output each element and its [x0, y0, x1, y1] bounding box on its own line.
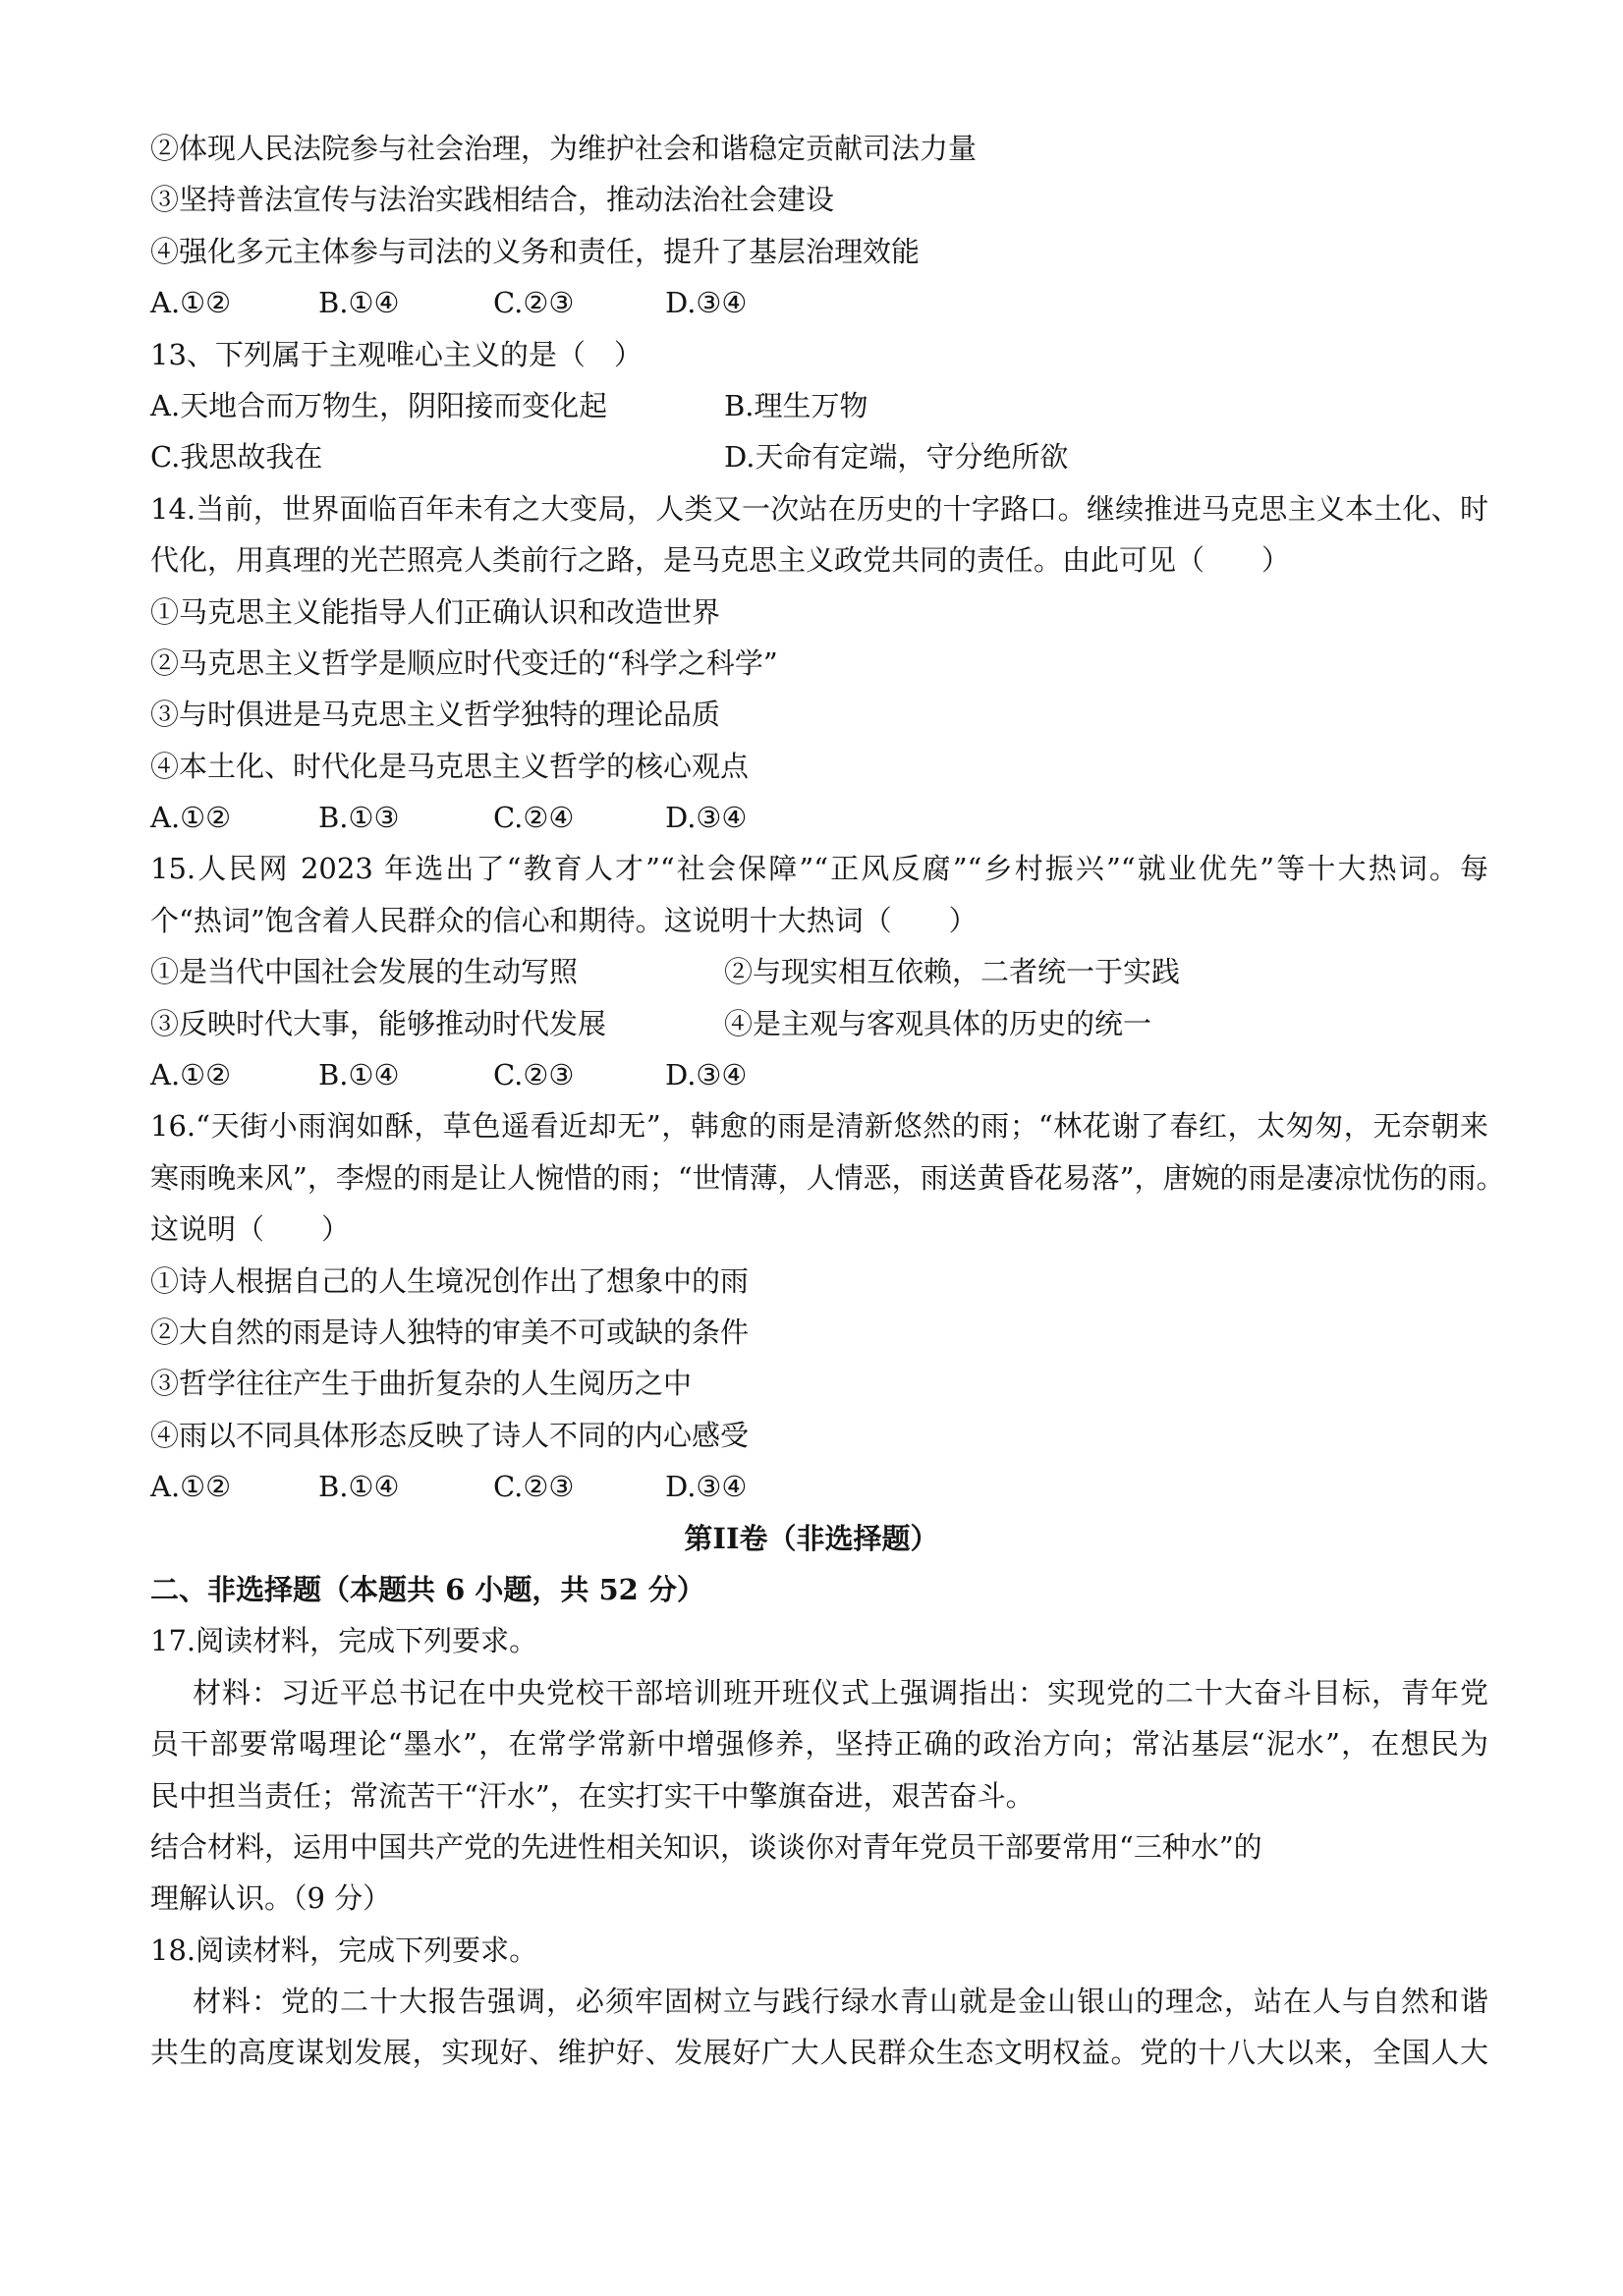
q13-option-a: A.天地合而万物生，阴阳接而变化起	[150, 388, 608, 422]
q12-statement-4: ④强化多元主体参与司法的义务和责任，提升了基层治理效能	[150, 234, 921, 268]
q14-option-a: A.①②	[150, 801, 232, 835]
q17-task-line-2: 理解认识。（9 分）	[150, 1881, 392, 1916]
q12-option-a: A.①②	[150, 286, 232, 320]
q14-stem-line-1: 14.当前，世界面临百年未有之大变局，人类又一次站在历史的十字路口。继续推进马克思主义本土化、时	[150, 491, 1488, 526]
q13-option-c: C.我思故我在	[150, 440, 323, 475]
q14-option-b: B.①③	[318, 801, 400, 835]
q17-task-line-1: 结合材料，运用中国共产党的先进性相关知识，谈谈你对青年党员干部要常用“三种水”的	[150, 1829, 1262, 1864]
q13-option-b: B.理生万物	[724, 388, 868, 422]
q13-options-row-2	[150, 431, 1488, 482]
q18-material-line-2: 共生的高度谋划发展，实现好、维护好、发展好广大人民群众生态文明权益。党的十八大以来，全国人大	[150, 2036, 1488, 2070]
q15-stem-line-2: 个“热词”饱含着人民群众的信心和期待。这说明十大热词（ ）	[150, 903, 978, 937]
q14-statement-2: ②马克思主义哲学是顺应时代变迁的“科学之科学”	[150, 645, 778, 680]
exam-page-body	[150, 123, 1505, 2079]
q14-option-d: D.③④	[665, 801, 748, 835]
q16-stem-line-1: 16.“天街小雨润如酥，草色遥看近却无”，韩愈的雨是清新悠然的雨；“林花谢了春红，太匆匆，无奈朝来	[150, 1109, 1488, 1144]
q15-option-a: A.①②	[150, 1058, 232, 1092]
q14-stem-line-2: 代化，用真理的光芒照亮人类前行之路，是马克思主义政党共同的责任。由此可见（ ）	[150, 543, 1291, 578]
q13-stem: 13、下列属于主观唯心主义的是（ ）	[150, 337, 643, 371]
q16-stem-line-3: 这说明（ ）	[150, 1212, 351, 1247]
q17-material-line-3: 民中担当责任；常流苦干“汗水”，在实打实干中擎旗奋进，艰苦奋斗。	[150, 1778, 1035, 1813]
q12-statement-2: ②体现人民法院参与社会治理，为维护社会和谐稳定贡献司法力量	[150, 132, 978, 165]
section-heading: 二、非选择题（本题共 6 小题，共 52 分）	[150, 1572, 705, 1606]
q16-stem-line-2: 寒雨晚来风”，李煜的雨是让人惋惜的雨；“世情薄，人情恶，雨送黄昏花易落”，唐婉的雨是凄凉忧伤的雨。	[150, 1160, 1505, 1195]
q15-statement-2: ②与现实相互依赖，二者统一于实践	[724, 955, 1181, 989]
q14-options	[150, 792, 1488, 843]
part2-title: 第II卷（非选择题）	[684, 1521, 939, 1555]
q12-option-c: C.②③	[493, 286, 575, 320]
q14-option-c: C.②④	[493, 801, 575, 835]
q16-statement-4: ④雨以不同具体形态反映了诗人不同的内心感受	[150, 1418, 750, 1452]
q16-option-d: D.③④	[665, 1470, 748, 1504]
q15-statements-row-2	[150, 998, 1488, 1049]
q12-option-b: B.①④	[318, 286, 400, 320]
q14-statement-1: ①马克思主义能指导人们正确认识和改造世界	[150, 594, 721, 629]
q15-options	[150, 1049, 1488, 1100]
q14-statement-4: ④本土化、时代化是马克思主义哲学的核心观点	[150, 749, 750, 783]
q16-statement-2: ②大自然的雨是诗人独特的审美不可或缺的条件	[150, 1315, 750, 1349]
q15-statement-4: ④是主观与客观具体的历史的统一	[724, 1006, 1152, 1040]
q17-instruction: 17.阅读材料，完成下列要求。	[150, 1624, 538, 1658]
q13-options-row-1	[150, 380, 1488, 431]
q18-material-line-1: 材料：党的二十大报告强调，必须牢固树立与践行绿水青山就是金山银山的理念，站在人与自然和谐	[193, 1985, 1488, 2019]
q17-material-line-2: 员干部要常喝理论“墨水”，在常学常新中增强修养，坚持正确的政治方向；常沾基层“泥水”，在想民为	[150, 1727, 1488, 1762]
q17-material-line-1: 材料：习近平总书记在中央党校干部培训班开班仪式上强调指出：实现党的二十大奋斗目标，青年党	[193, 1675, 1488, 1709]
q13-option-d: D.天命有定端，守分绝所欲	[724, 440, 1069, 475]
q15-stem-line-1: 15.人民网 2023 年选出了“教育人才”“社会保障”“正风反腐”“乡村振兴”“就业优先”等十大热词。每	[150, 852, 1488, 886]
q15-statement-1: ①是当代中国社会发展的生动写照	[150, 955, 579, 989]
q16-statement-1: ①诗人根据自己的人生境况创作出了想象中的雨	[150, 1263, 750, 1298]
q12-statement-3: ③坚持普法宣传与法治实践相结合，推动法治社会建设	[150, 183, 835, 217]
q16-statement-3: ③哲学往往产生于曲折复杂的人生阅历之中	[150, 1367, 693, 1401]
part2-title-row	[150, 1513, 1488, 1564]
q14-statement-3: ③与时俱进是马克思主义哲学独特的理论品质	[150, 698, 721, 732]
q16-option-a: A.①②	[150, 1470, 232, 1504]
q12-options	[150, 277, 1488, 328]
q16-options	[150, 1461, 1488, 1512]
q15-option-b: B.①④	[318, 1058, 400, 1092]
q16-option-c: C.②③	[493, 1470, 575, 1504]
q12-option-d: D.③④	[665, 286, 748, 320]
q15-statements-row-1	[150, 946, 1488, 997]
q15-option-c: C.②③	[493, 1058, 575, 1092]
q16-option-b: B.①④	[318, 1470, 400, 1504]
q15-option-d: D.③④	[665, 1058, 748, 1092]
q15-statement-3: ③反映时代大事，能够推动时代发展	[150, 1006, 607, 1040]
q18-instruction: 18.阅读材料，完成下列要求。	[150, 1932, 538, 1967]
